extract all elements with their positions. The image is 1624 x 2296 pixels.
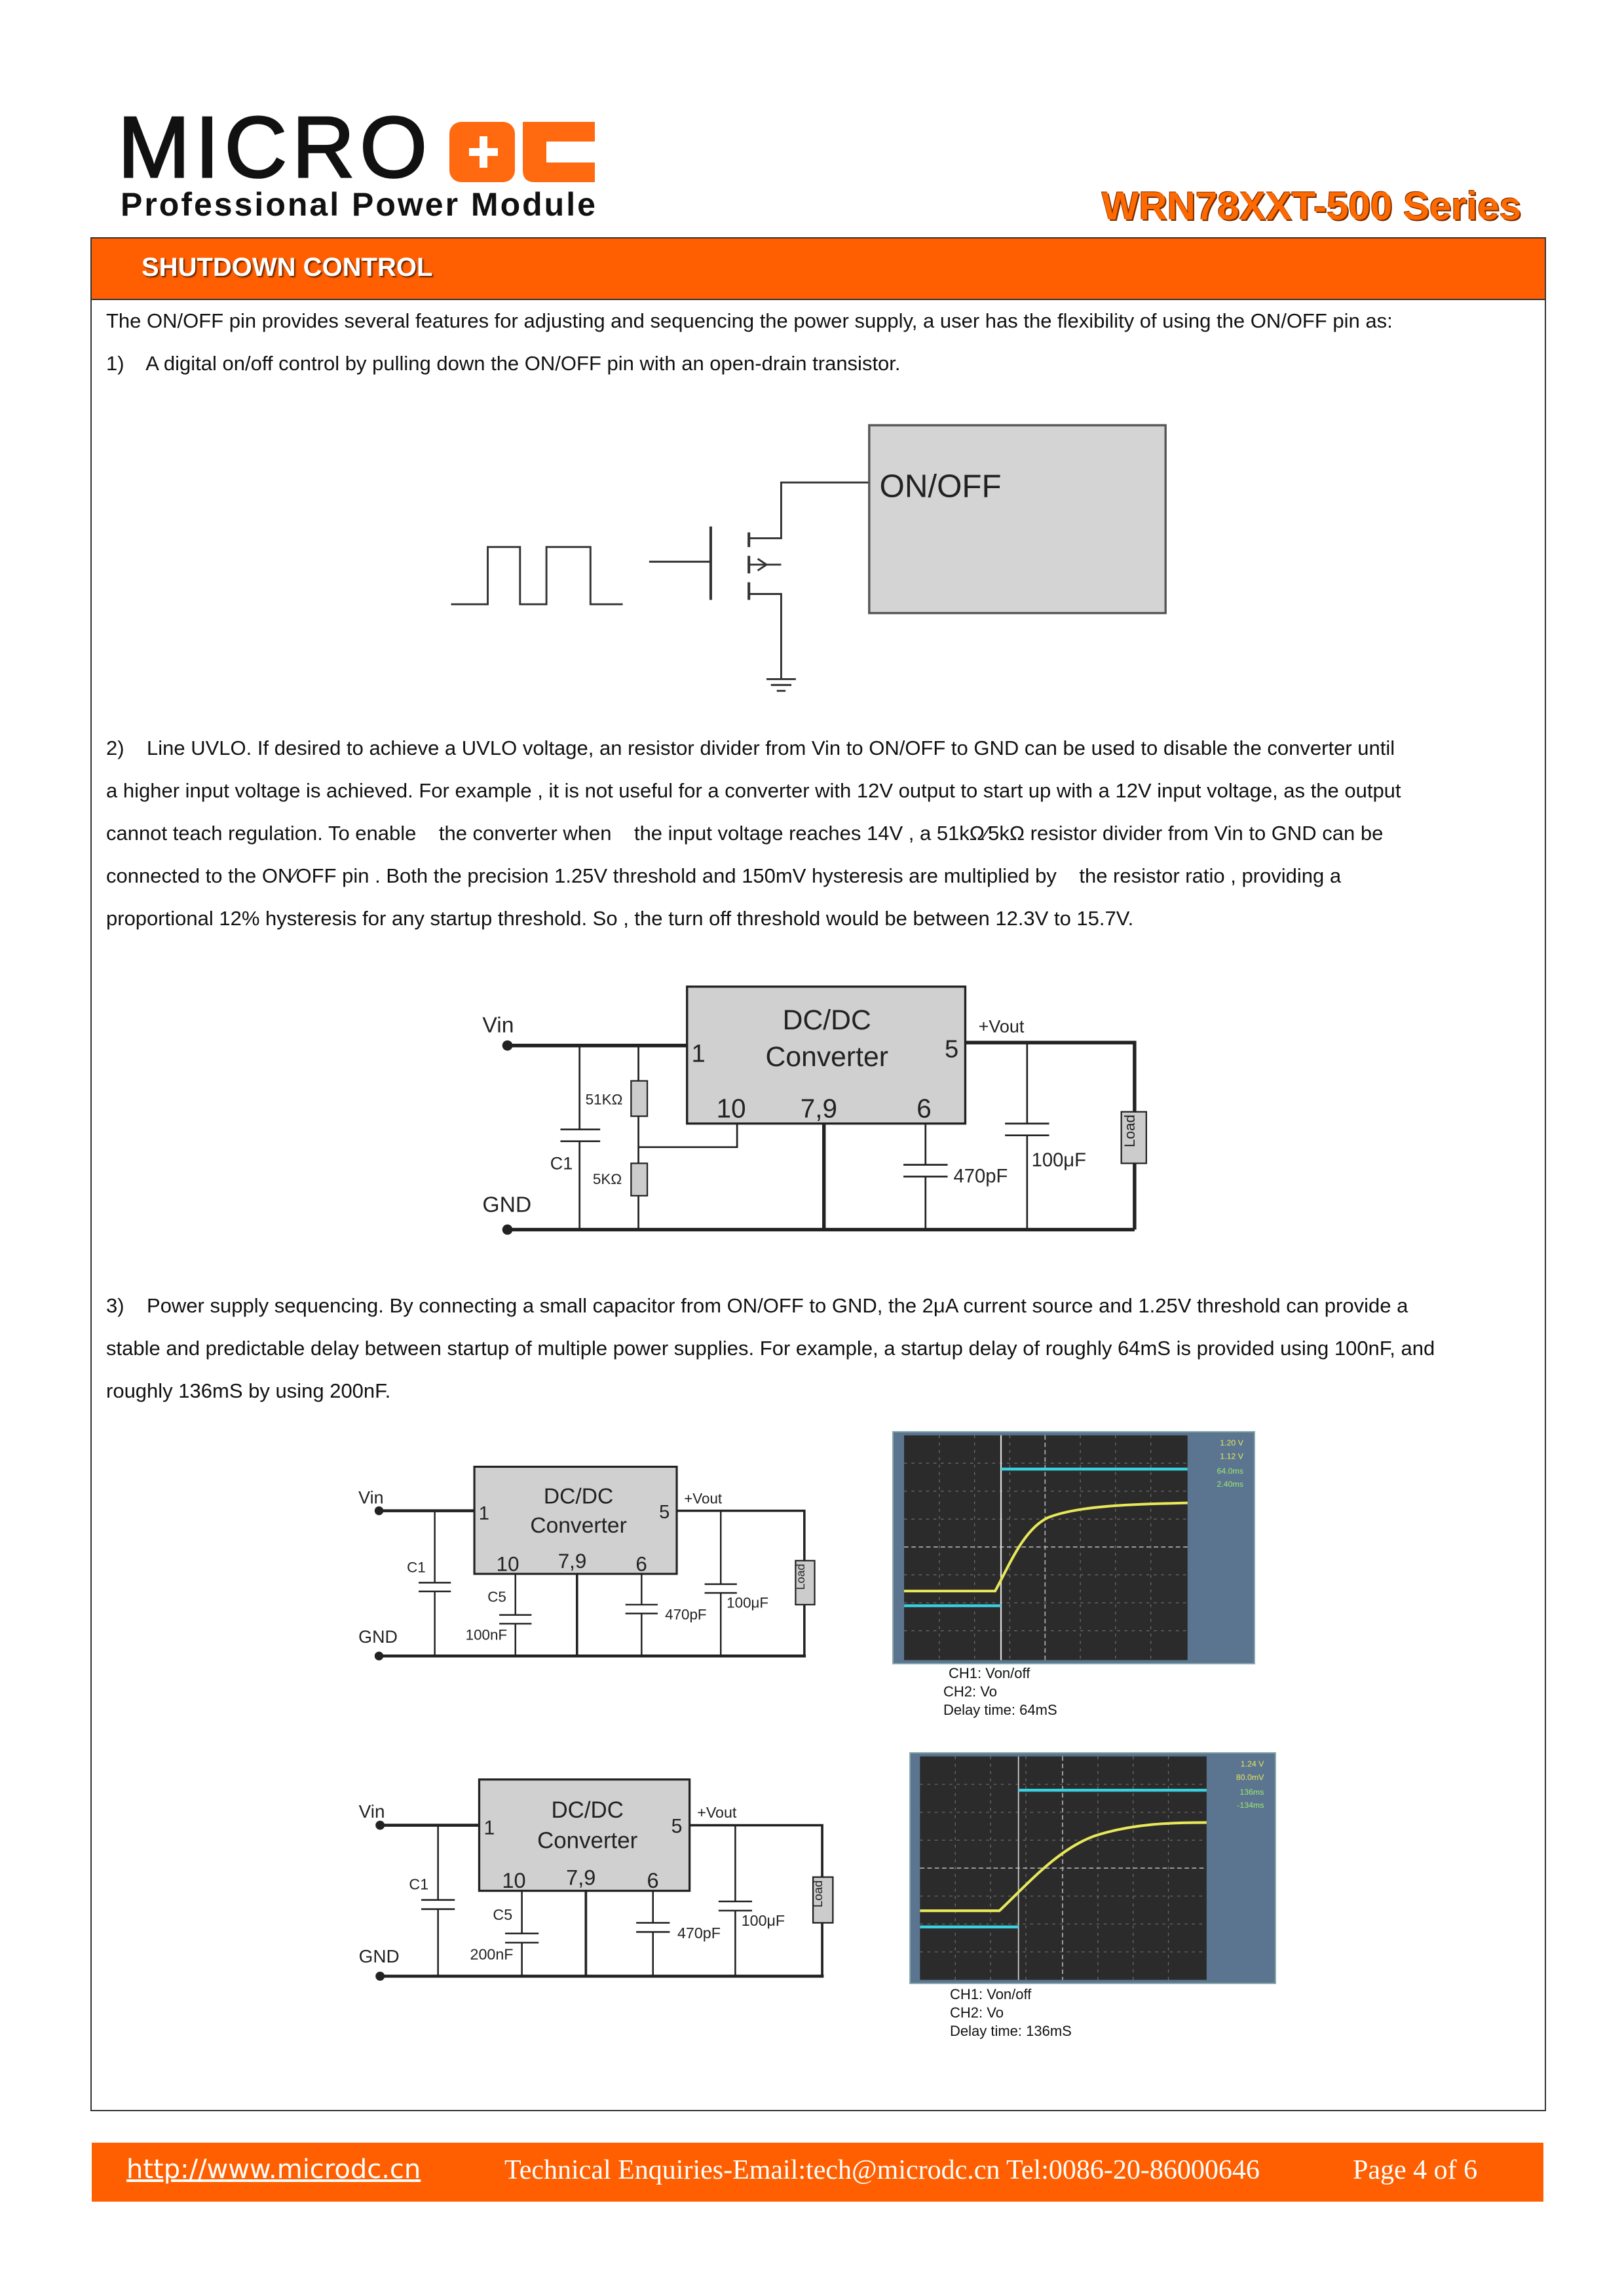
pin-label: 7,9 (557, 1549, 587, 1573)
scope-readout: 1.24 V (1240, 1759, 1264, 1769)
pin-label: 10 (496, 1552, 519, 1576)
c1-label: C1 (409, 1875, 429, 1893)
pin-label: 1 (483, 1817, 495, 1839)
pin-label: 7,9 (566, 1866, 596, 1890)
resistor-5k (631, 1163, 647, 1195)
caption-ch1: CH1: Von/off (950, 1986, 1032, 2002)
load-label: Load (1121, 1114, 1138, 1147)
logo-micro-text: MICRO (118, 99, 432, 195)
pin-label: 6 (647, 1868, 659, 1892)
c5-label: C5 (487, 1588, 506, 1605)
paragraph-line: roughly 136mS by using 200nF. (106, 1379, 391, 1402)
c100-label: 100μF (741, 1912, 785, 1930)
onoff-pin-box (869, 425, 1165, 613)
website-link[interactable]: http://www.microdc.cn (126, 2154, 421, 2185)
gnd-label: GND (482, 1192, 532, 1217)
load-label: Load (793, 1563, 807, 1590)
pin-label: 5 (659, 1501, 670, 1523)
scope-readout: 2.40ms (1217, 1479, 1243, 1489)
scope-readout: -134ms (1237, 1801, 1264, 1810)
c470-label: 470pF (677, 1924, 721, 1942)
vin-label: Vin (482, 1012, 514, 1038)
series-title: WRN78XXT-500 Series (1101, 184, 1521, 228)
c100-label: 100μF (1031, 1149, 1086, 1171)
oscilloscope-capture-64ms (892, 1431, 1255, 1664)
paragraph-line: The ON/OFF pin provides several features for adjusting and sequencing the power supply, a user has the flexibility of using the ON/OFF pin as: (106, 309, 1393, 332)
pin-label: 10 (502, 1868, 526, 1892)
resistor-51k (631, 1081, 647, 1117)
pin-label: 6 (916, 1093, 932, 1124)
c5-value-label: 100nF (465, 1626, 508, 1643)
sequencing-diagram-200nf (351, 1772, 836, 1985)
c5-label: C5 (493, 1905, 513, 1923)
vout-label: +Vout (697, 1803, 737, 1821)
caption-delay: Delay time: 64mS (943, 1702, 1057, 1718)
load-label: Load (811, 1880, 825, 1907)
pin-label: 5 (671, 1816, 683, 1838)
c470-label: 470pF (665, 1606, 707, 1623)
converter-subtitle: Converter (765, 1041, 888, 1073)
converter-subtitle: Converter (530, 1514, 627, 1539)
oscilloscope-capture-136ms (909, 1752, 1276, 1984)
paragraph-line: cannot teach regulation. To enable the converter when the input voltage reaches 14V , a 51kΩ⁄5kΩ resistor divider from Vin to GND can be (106, 822, 1384, 845)
scope-caption (943, 1664, 1057, 1719)
scope-readout: 136ms (1239, 1787, 1264, 1797)
uvlo-divider-diagram (473, 976, 1154, 1238)
paragraph-line: 1) A digital on/off control by pulling down the ON/OFF pin with an open-drain transistor. (106, 352, 901, 375)
vin-label: Vin (358, 1487, 384, 1508)
logo-c-shape (523, 122, 595, 182)
scope-readout: 1.12 V (1220, 1451, 1243, 1461)
c1-label: C1 (407, 1559, 426, 1576)
pin-label: 6 (635, 1552, 647, 1576)
pin-label: 1 (478, 1503, 489, 1525)
converter-title: DC/DC (551, 1797, 624, 1823)
converter-title: DC/DC (782, 1004, 871, 1036)
paragraph-line: connected to the ON⁄OFF pin . Both the precision 1.25V threshold and 150mV hysteresis are multiplied by the resistor ratio , providing a (106, 864, 1342, 887)
vout-label: +Vout (978, 1016, 1025, 1037)
r2-label: 5KΩ (592, 1170, 622, 1187)
c470-label: 470pF (953, 1166, 1008, 1187)
onoff-label: ON/OFF (879, 468, 1002, 505)
paragraph-line: proportional 12% hysteresis for any startup threshold. So , the turn off threshold would be between 12.3V to 15.7V. (106, 907, 1134, 930)
c100-label: 100μF (727, 1594, 769, 1611)
caption-ch2: CH2: Vo (950, 2004, 1004, 2021)
paragraph-line: a higher input voltage is achieved. For example , it is not useful for a converter with 12V output to start up with a 12V input voltage, as the output (106, 779, 1401, 802)
page-number: Page 4 of 6 (1353, 2155, 1478, 2185)
logo-dc-mark (449, 122, 595, 182)
pin-label: 1 (691, 1039, 706, 1068)
paragraph-line: 3) Power supply sequencing. By connecting a small capacitor from ON/OFF to GND, the 2μA current source and 1.25V threshold can provide a (106, 1294, 1408, 1317)
converter-title: DC/DC (543, 1484, 614, 1509)
r1-label: 51KΩ (585, 1091, 623, 1108)
scope-readout: 80.0mV (1236, 1772, 1264, 1782)
footer-enquiries: Technical Enquiries-Email:tech@microdc.cn Tel:0086-20-86000646 (504, 2155, 1260, 2185)
gnd-label: GND (358, 1945, 400, 1966)
scope-readout: 64.0ms (1217, 1466, 1243, 1476)
ground-icon (749, 594, 796, 691)
gnd-label: GND (358, 1627, 398, 1647)
pin-label: 7,9 (800, 1093, 837, 1124)
pin-label: 5 (945, 1035, 959, 1063)
paragraph-line: 2) Line UVLO. If desired to achieve a UVLO voltage, an resistor divider from Vin to ON/OFF to GND can be used to disable the converter until (106, 737, 1395, 759)
pin-label: 10 (716, 1093, 746, 1124)
converter-subtitle: Converter (537, 1827, 638, 1854)
caption-delay: Delay time: 136mS (950, 2023, 1072, 2039)
vin-label: Vin (358, 1801, 385, 1822)
caption-ch1: CH1: Von/off (949, 1665, 1030, 1681)
c5-value-label: 200nF (470, 1945, 514, 1963)
scope-readout: 1.20 V (1220, 1438, 1243, 1448)
onoff-transistor-diagram (445, 419, 1173, 701)
vout-label: +Vout (684, 1490, 723, 1507)
pulse-waveform (451, 547, 623, 604)
scope-caption (950, 1985, 1072, 2040)
c1-label: C1 (550, 1153, 573, 1174)
logo-tagline: Professional Power Module (121, 186, 597, 223)
paragraph-line: stable and predictable delay between startup of multiple power supplies. For example, a startup delay of roughly 64mS is provided using 100nF, and (106, 1337, 1435, 1360)
caption-ch2: CH2: Vo (943, 1683, 997, 1700)
section-title: SHUTDOWN CONTROL (142, 253, 433, 282)
sequencing-diagram-100nf (351, 1460, 818, 1664)
